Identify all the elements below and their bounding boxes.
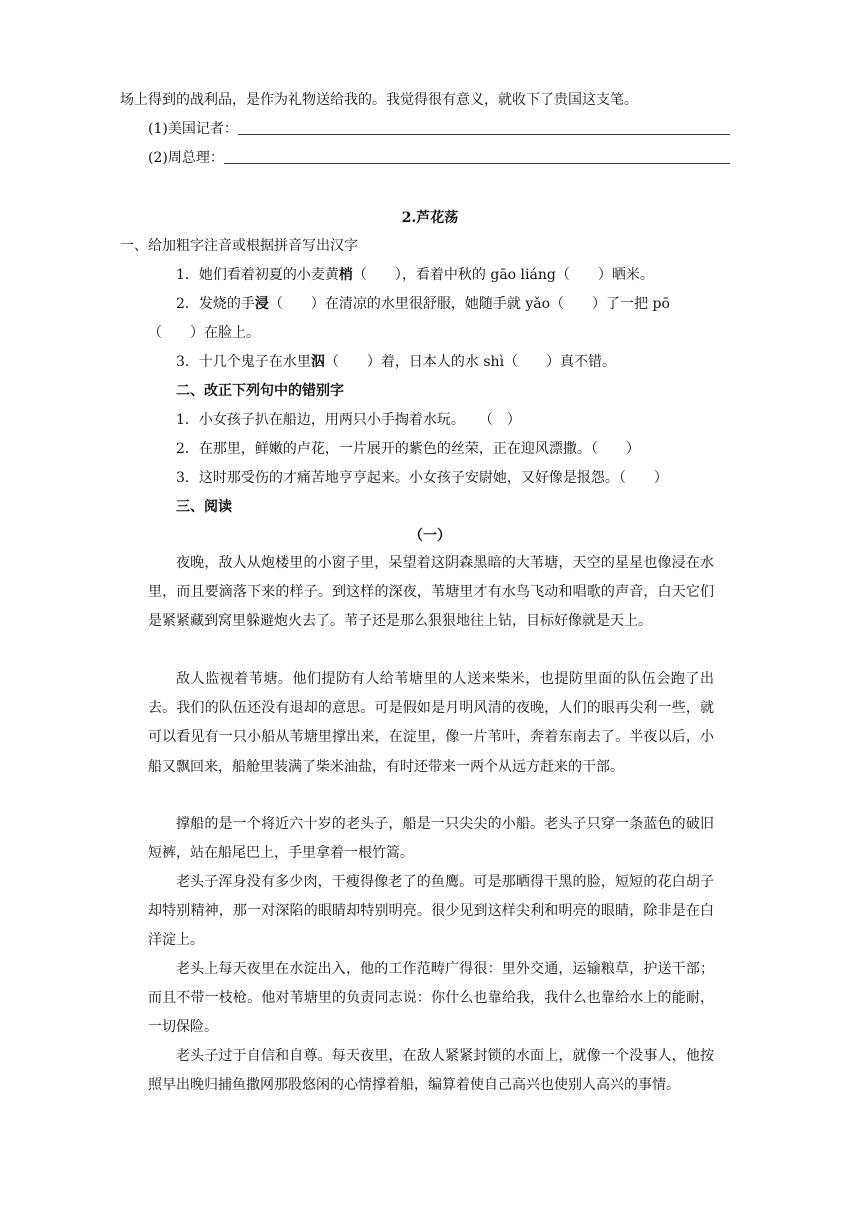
reading-paragraph-4: 老头子浑身没有多少肉，干瘦得像老了的鱼鹰。可是那晒得干黑的脸，短短的花白胡子却特别精神，那一对深陷的眼睛却特别明亮。很少见到这样尖利和明亮的眼睛，除非是在白洋淀上。: [148, 874, 714, 949]
part2-heading: 二、改正下列句中的错别字: [176, 383, 344, 399]
part2-item-2: 2．在那里，鲜嫩的卢花，一片展开的紫色的丝荣，正在迎风漂撒。（ ）: [176, 441, 640, 457]
question-premier-label: (2)周总理：: [148, 150, 224, 166]
section-title: 2.芦花荡: [401, 210, 459, 226]
part2-item-3: 3．这时那受伤的才痛苦地亨亨起来。小女孩子安尉她，又好像是报怨。（ ）: [176, 470, 668, 486]
part3-heading: 三、阅读: [176, 499, 232, 515]
bold-char: 泅: [310, 354, 325, 370]
answer-blank-reporter[interactable]: [238, 120, 730, 135]
question-premier-row: [148, 148, 730, 168]
part1-question-3: 3．十几个鬼子在水里泅（ ）着，日本人的水 shì（ ）真不错。: [176, 354, 617, 370]
reading-paragraph-6: 老头子过于自信和自尊。每天夜里，在敌人紧紧封锁的水面上，就像一个没事人，他按照早出晚归捕鱼撒网那股悠闲的心情撑着船，编算着使自己高兴也使别人高兴的事情。: [148, 1048, 714, 1094]
reading-paragraph-1: 夜晚，敌人从炮楼里的小窗子里，呆望着这阴森黑暗的大苇塘，天空的星星也像浸在水里，而且要滴落下来的样子。到这样的深夜，苇塘里才有水鸟飞动和唱歌的声音，白天它们是紧紧藏到窝里躲避炮火去了。苇子还是那么狠狠地往上钻，目标好像就是天上。: [148, 555, 714, 630]
part1-question-2: 2．发烧的手浸（ ）在清凉的水里很舒服，她随手就 yǎo（ ）了一把 pō: [176, 296, 670, 312]
question-reporter-row: [148, 119, 730, 139]
reading-paragraph-3: 撑船的是一个将近六十岁的老头子，船是一只尖尖的小船。老头子只穿一条蓝色的破旧短裤，站在船尾巴上，手里拿着一根竹篙。: [148, 816, 714, 862]
bold-char: 梢: [338, 267, 353, 283]
bold-char: 浸: [254, 296, 269, 312]
answer-blank-premier[interactable]: [224, 149, 730, 164]
part1-question-1: 1．她们看着初夏的小麦黄梢（ ），看着中秋的 gāo liáng（ ）晒米。: [176, 267, 654, 283]
part2-item-1: 1．小女孩子扒在船边，用两只小手掏着水玩。 （ ）: [176, 412, 521, 428]
question-reporter-label: (1)美国记者：: [148, 121, 238, 137]
reading-paragraph-5: 老头上每天夜里在水淀出入，他的工作范畴广得很：里外交通，运输粮草，护送干部；而且不带一枝枪。他对苇塘里的负责同志说：你什么也靠给我，我什么也靠给水上的能耐，一切保险。: [148, 961, 714, 1036]
reading-subheading: （一）: [409, 528, 451, 544]
part1-heading: 一、给加粗字注音或根据拼音写出汉字: [120, 238, 358, 254]
part1-question-2-cont: （ ）在脸上。: [148, 325, 260, 341]
continuation-text: 场上得到的战利品，是作为礼物送给我的。我觉得很有意义，就收下了贵国这支笔。: [120, 92, 638, 108]
reading-paragraph-2: 敌人监视着苇塘。他们提防有人给苇塘里的人送来柴米，也提防里面的队伍会跑了出去。我们的队伍还没有退却的意思。可是假如是月明风清的夜晚，人们的眼再尖利一些，就可以看见有一只小船从苇塘里撑出来，在淀里，像一片苇叶，奔着东南去了。半夜以后，小船又飘回来，船舱里装满了柴米油盐，有时还带来一两个从远方赶来的干部。: [148, 671, 714, 775]
